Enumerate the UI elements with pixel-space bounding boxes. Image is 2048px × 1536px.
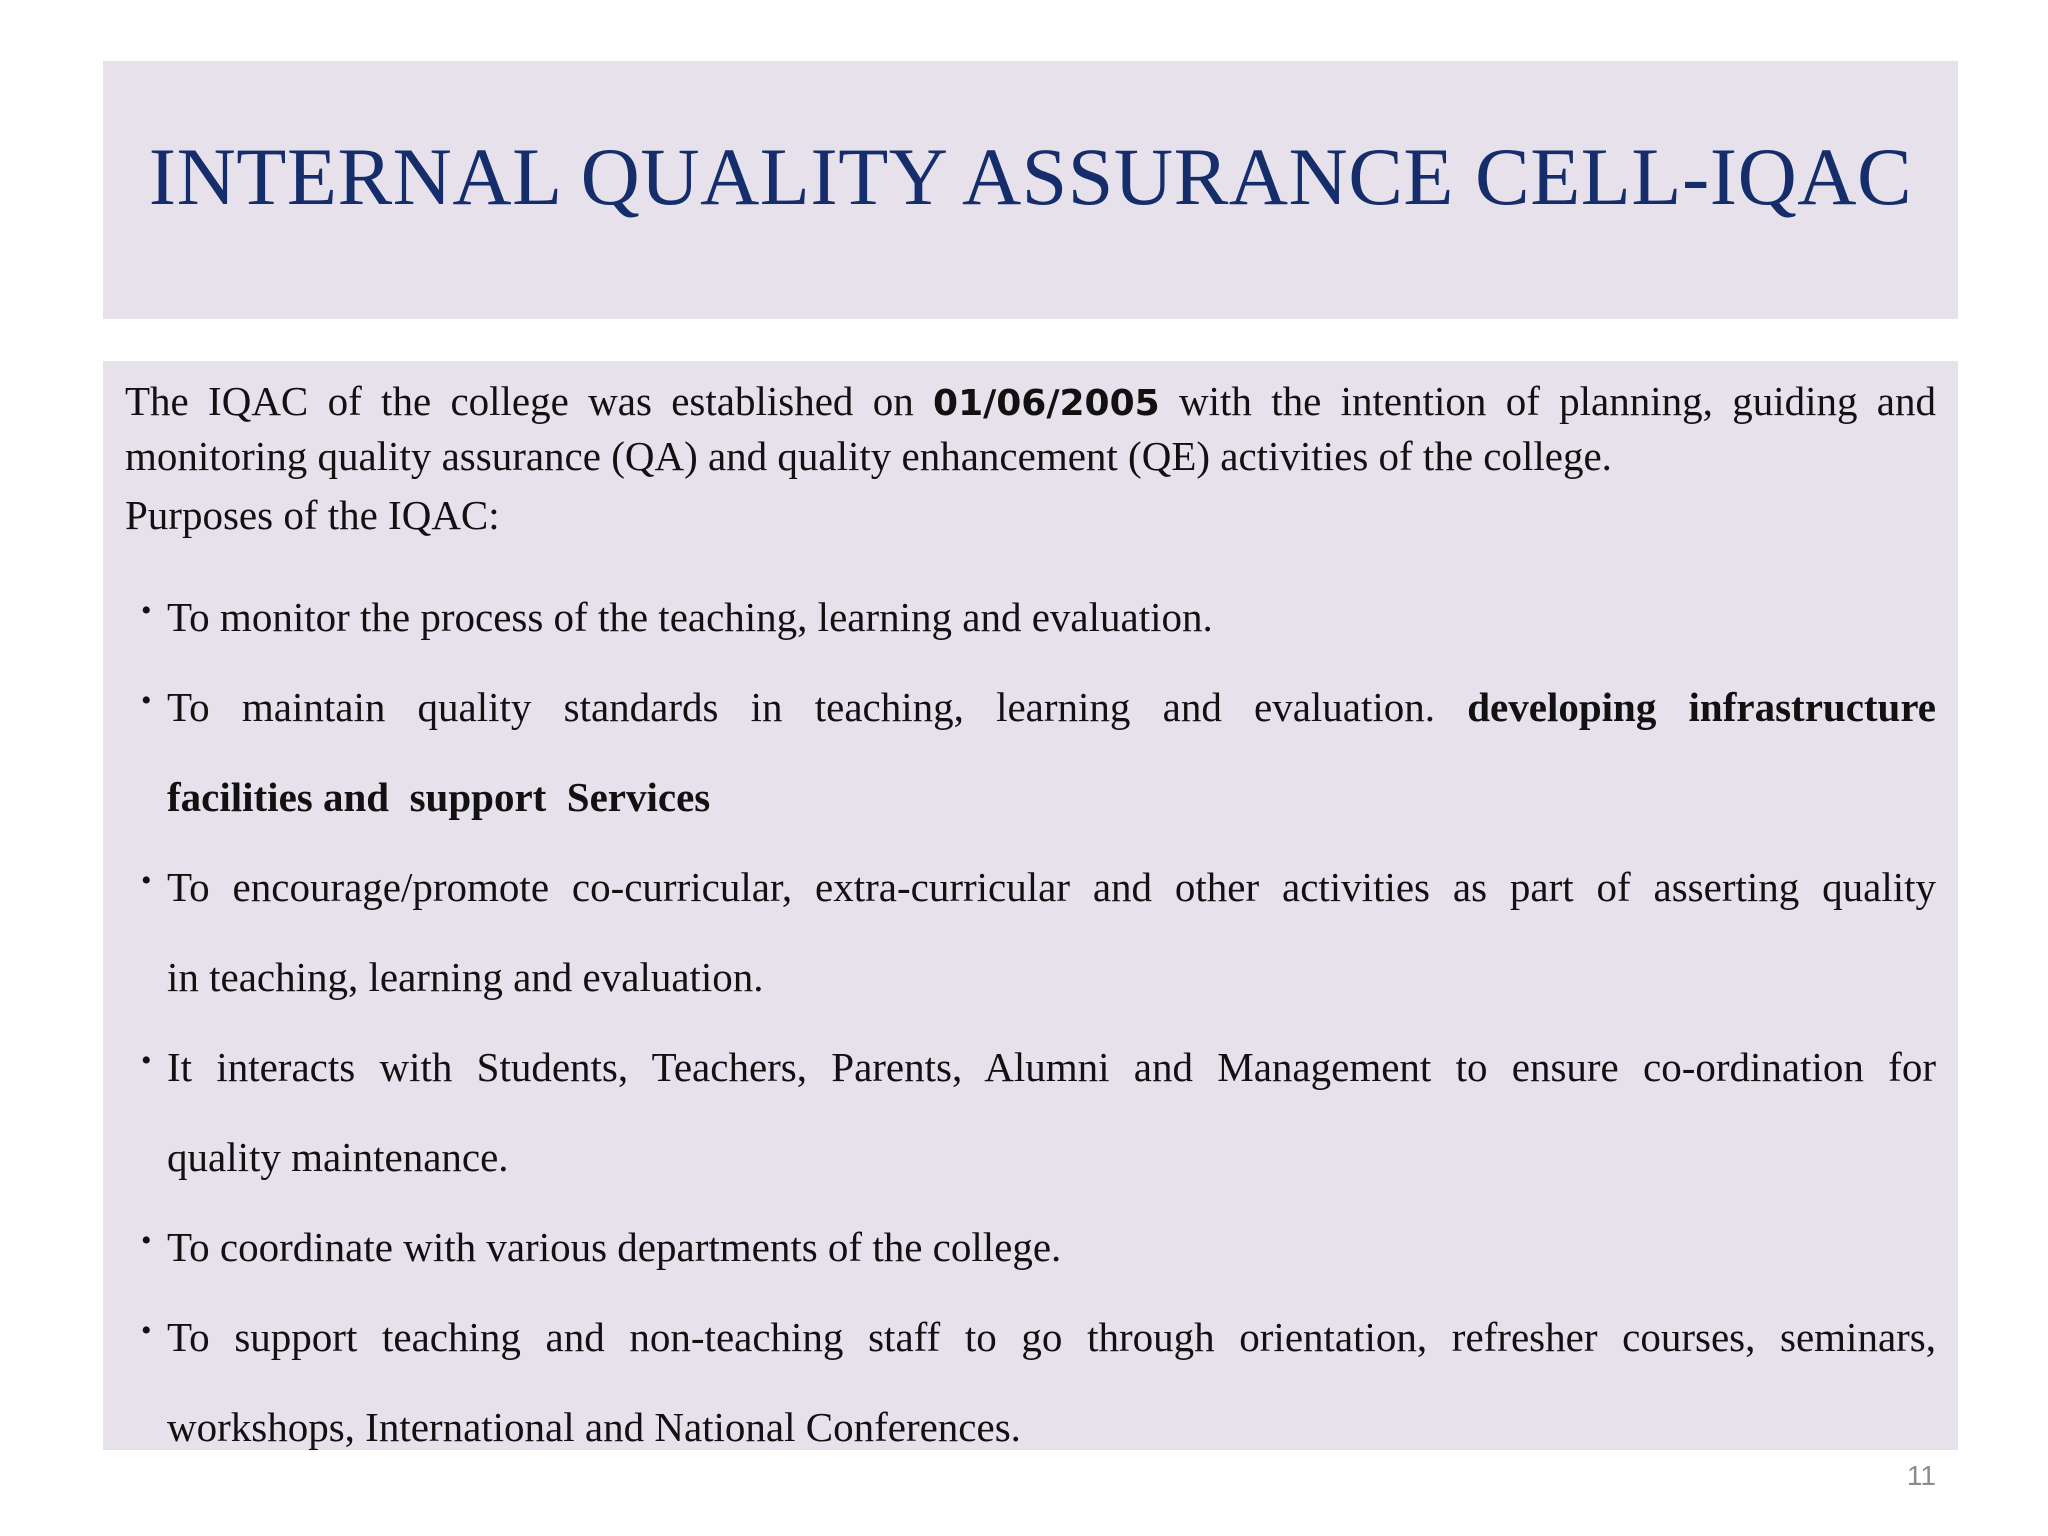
list-item-text — [167, 662, 1936, 752]
list-item — [125, 842, 1936, 1022]
list-item-text-continuation: quality maintenance. — [167, 1134, 509, 1180]
slide-title: INTERNAL QUALITY ASSURANCE CELL-IQAC — [148, 131, 1913, 222]
purposes-list — [125, 572, 1936, 1472]
list-item — [125, 662, 1936, 842]
list-item-bold-continuation: facilities and support Services — [167, 774, 711, 820]
list-item-text: To monitor the process of the teaching, learning and evaluation. — [167, 594, 1213, 640]
list-item — [125, 1202, 1936, 1292]
list-item-bold-text: developing infrastructure — [1467, 684, 1936, 730]
list-item-text: To encourage/promote co-curricular, extra-curricular and other activities as part of asserting quality — [167, 864, 1936, 910]
list-item-text-continuation: in teaching, learning and evaluation. — [167, 954, 764, 1000]
list-item-text: To coordinate with various departments of the college. — [167, 1224, 1062, 1270]
title-panel — [103, 61, 1958, 319]
list-item-text-continuation: workshops, International and National Conferences. — [167, 1404, 1021, 1450]
list-item — [125, 572, 1936, 662]
established-date: 01/06/2005 — [933, 383, 1160, 424]
intro-line-1 — [125, 375, 1936, 430]
page-number: 11 — [1906, 1460, 1936, 1491]
bullet-icon: • — [141, 1044, 152, 1077]
list-item-text: To support teaching and non-teaching staff to go through orientation, refresher courses, seminars, — [167, 1314, 1936, 1360]
intro-text-before-date: The IQAC of the college was established on — [125, 378, 914, 424]
bullet-icon: • — [141, 1314, 152, 1347]
list-item-text-main: To maintain quality standards in teaching, learning and evaluation. — [167, 684, 1436, 730]
bullet-icon: • — [141, 1224, 152, 1257]
list-item-text: It interacts with Students, Teachers, Parents, Alumni and Management to ensure co-ordination for — [167, 1044, 1936, 1090]
bullet-icon: • — [141, 864, 152, 897]
intro-paragraph — [125, 375, 1936, 483]
content-panel — [103, 361, 1958, 1450]
list-item — [125, 1022, 1936, 1202]
intro-text-after-date: with the intention of planning, guiding and — [1179, 378, 1936, 424]
purposes-heading: Purposes of the IQAC: — [125, 492, 500, 538]
intro-line-2: monitoring quality assurance (QA) and quality enhancement (QE) activities of the college. — [125, 433, 1612, 479]
bullet-icon: • — [141, 684, 152, 717]
list-item — [125, 1292, 1936, 1472]
bullet-icon: • — [141, 594, 152, 627]
